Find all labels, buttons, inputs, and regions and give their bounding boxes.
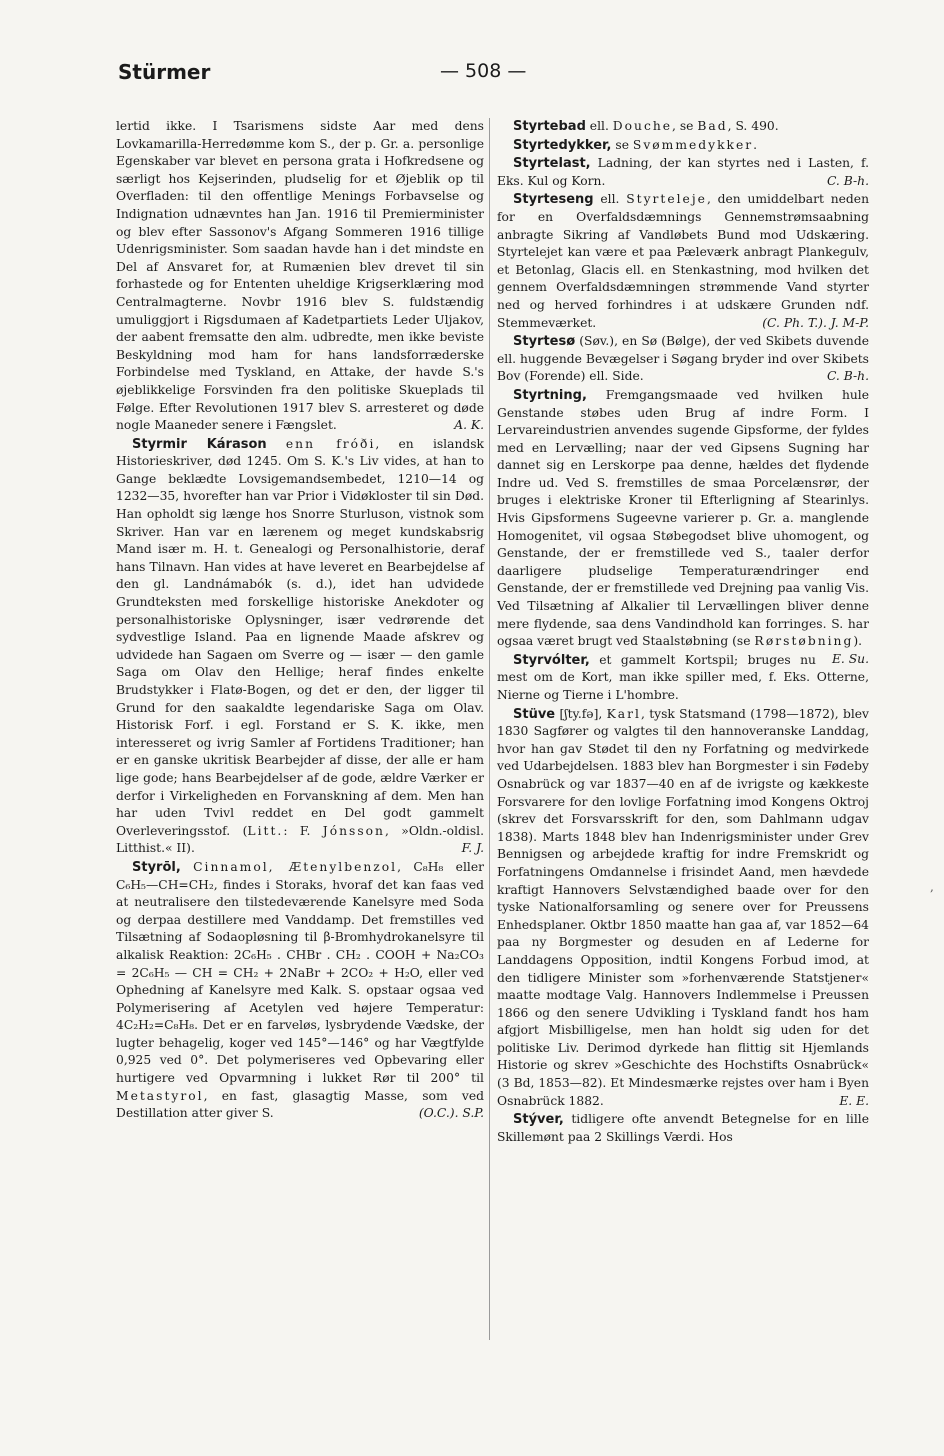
entry-text: ell. <box>593 192 627 207</box>
headword: Styrtelast, <box>513 156 591 172</box>
entry-styrtelast <box>497 155 869 190</box>
headword: Styrvólter, <box>513 652 590 668</box>
column-divider <box>489 118 490 1340</box>
entry-text: , C₈H₈ eller C₆H₅—CH=CH₂, findes i Storaks, hvoraf det kan faas ved at neutralisere den tilstedeværende Kanelsyre med Soda og derpaa destillere med Vanddamp. Det fremstilles ved Tilsætning af Sodaopløsning til β-Bromhydrokanelsyre til alkalisk Reaktion: 2C₆H₅ . CHBr . CH₂ . COOH + Na₂CO₃ = 2C₆H₅ — CH = CH₂ + 2NaBr + 2CO₂ + H₂O, eller ved Ophedning af Kanelsyre med Kalk. S. opstaar ogsaa ved Polymerisering af Acetylen ved højere Temperatur: 4C₂H₂=C₈H₈. Det er en farveløs, lysbrydende Vædske, der lugter behagelig, koger ved 145°—146° og har Vægtfylde 0,925 ved 0°. Det polymeriseres ved Opbevaring eller hurtigere ved Opvarmning i lukket Rør til 200° til <box>116 859 484 1086</box>
entry-text: lertid ikke. I Tsarismens sidste Aar med dens Lovkamarilla-Herredømme kom S., der p. Gr. a. personlige Egenskaber var blevet en persona grata i Hofkredsene og særligt hos Kejserinden, pludselig for et Øjeblik op til Overfladen: til den offentlige Menings Forbavselse og Indignation udnævntes han Jan. 1916 til Premierminister og blev efter Sassonov's Afgang Sommeren 1916 tillige Udenrigsminister. Som saadan havde han i det mindste en Del af Ansvaret for, at Rumænien blev drevet til sin forhastede og for Ententen uheldige Krigserklæring mod Centralmagterne. Novbr 1916 blev S. fuldstændig umuliggjort i Rigsdumaen af Kadetpartiets Leder Uljakov, der aabent fremsatte den alm. udbredte, men ikke beviste Beskyldning mod ham for hans landsforræderske Forbindelse med Tyskland, en Attake, der havde S.'s øjeblikkelige Forsvinden fra den politiske Skueplads til Følge. Efter Revolutionen 1917 blev S. arresteret og døde nogle Maaneder senere i Fængslet. <box>116 119 484 433</box>
page-number: — 508 — <box>440 60 527 82</box>
entry-text: , en fast, glasagtig Masse, som ved Destillation atter giver S. <box>116 1088 484 1121</box>
entry-text: , se <box>672 119 698 133</box>
spaced-term: Metastyrol <box>116 1088 204 1103</box>
author-signature: (C. Ph. T.). J. M-P. <box>762 315 869 330</box>
entry-text: ). <box>853 634 863 649</box>
entry-text: , en islandsk Historieskriver, død 1245. Om S. K.'s Liv vides, at han to Gange beklædte Lovsigemandsembedet, 1210—14 og 1232—35, hvorefter han var Prior i Vidøkloster til sin Død. Han opholdt sig længe hos Snorre Sturluson, vistnok som Skriver. Han var en lærenem og meget kundskabsrig Mand især m. H. t. Genealogi og Personalhistorie, deraf hans Tilnavn. Han vides at have leveret en Bearbejdelse af den gl. Landnámabók (s. d.), idet han udvidede Grundteksten med forskellige historiske Anekdoter og personalhistoriske Oplysninger, især vedrørende det sydvestlige Island. Paa en lignende Maade afskrev og udvidede han Sagaen om Sverre og — især — den gamle Saga om Olav den Hellige; heraf findes enkelte Brudstykker i Flatø-Bogen, og det er den, der ligger til Grund for den saakaldte legendariske Saga om Olav. Historisk Forf. i egl. Forstand er S. K. ikke, men interesseret og ivrig Samler af Fortidens Traditioner; han er en ganske ukritisk Bearbejder af disse, der alle er ham lige gode; hans Bearbejdelser af de gode, ældre Værker er derfor i Virkeligheden en Forvanskning af dem. Men han har uden Tvivl reddet en Del godt gammelt Overleveringsstof. ( <box>116 436 485 838</box>
author-signature: C. B-h. <box>826 369 869 384</box>
entry-stuve <box>497 706 869 1111</box>
entry-styrol <box>116 859 484 1123</box>
cross-reference: Douche <box>612 119 673 133</box>
entry-styrmir-karason <box>116 436 484 858</box>
entry-text: . <box>753 137 758 152</box>
entry-styrteso <box>497 333 869 386</box>
entry-text: , »Oldn.-oldisl. Litthist.« II). <box>116 823 484 856</box>
entry-text: tidligere ofte anvendt Betegnelse for en lille Skillemønt paa 2 Skillings Værdi. Hos <box>497 1112 869 1144</box>
entry-sturmer-continued <box>116 118 484 435</box>
litt-label: Litt. <box>247 823 284 838</box>
entry-styrteseng <box>497 191 869 332</box>
entry-text: et gammelt Kortspil; bruges nu mest om de Kort, man ikke spiller med, f. Eks. Otterne, Nierne og Tierne i L'hombre. <box>497 652 869 702</box>
entry-styrtedykker <box>497 137 869 155</box>
author-signature: E. E. <box>839 1093 869 1108</box>
cross-reference: Rørstøbning <box>754 634 854 649</box>
entry-text: ell. <box>585 119 613 133</box>
entry-styrvolter <box>497 652 869 705</box>
entry-styrtebad <box>497 118 869 136</box>
headword: Styrōl, <box>132 859 181 875</box>
running-head: Stürmer <box>118 60 211 84</box>
entry-text: Fremgangsmaade ved hvilken hule Genstande støbes uden Brug af indre Form. I Lervareindustrien anvendes sugende Gipsforme, der fyldes med en Lervælling; naar der ved Gipsens Sugning har dannet sig en Lerskorpe paa denne, hældes det flydende Indre ud. Ved S. fremstilles de smaa Porcelænsrør, der bruges i elektriske Kroner til Efterligning af Stearinlys. Hvis Gipsformens Sugeevne varierer p. Gr. a. manglende Homogenitet, vil ogsaa Støbegodset blive uhomogent, og Genstande, der er fremstillede ved S., taaler derfor daarligere pludselige Temperaturændringer end Genstande, der er fremstillede ved Drejning paa vanlig Vis. Ved Tilsætning af Alkalier til Lervællingen bliver denne mere flydende, saa dens Vandindhold kan forringes. S. har ogsaa været brugt ved Staalstøbning (se <box>497 387 869 649</box>
entry-text: , S. 490. <box>727 119 779 133</box>
spaced-synonyms: Cinnamol, Ætenylbenzol <box>193 859 398 874</box>
headword: Styrmir Kárason <box>132 436 267 452</box>
entry-text: se <box>611 137 633 152</box>
author-signature: F. J. <box>461 841 484 856</box>
cross-reference: Svømmedykker <box>632 137 754 152</box>
author-signature: E. Su. <box>831 651 869 666</box>
spaced-name: Karl <box>606 706 641 721</box>
entry-text: Ladning, der kan styrtes ned i Lasten, f. Eks. Kul og Korn. <box>497 156 869 188</box>
spaced-name: enn fróði <box>285 436 376 451</box>
page-header <box>118 58 884 94</box>
cited-author: Jónsson <box>322 823 385 838</box>
headword: Styrtning, <box>513 387 587 403</box>
headword: Styrtebad <box>513 119 586 134</box>
headword: Stýver, <box>513 1112 564 1128</box>
author-signature: C. B-h. <box>826 173 869 188</box>
headword: Styrteseng <box>513 192 594 208</box>
spaced-term: Styrteleje <box>626 192 707 207</box>
entry-text: : F. <box>283 823 323 838</box>
cross-reference: Bad <box>697 119 728 133</box>
right-column <box>497 118 869 1147</box>
headword: Styrtesø <box>513 334 576 350</box>
entry-text: , den umiddelbart neden for en Overfaldsdæmnings Gennemstrømsaabning anbragte Sikring af Vandløbets Bund mod Udskæring. Styrtelejet kan være et paa Pæleværk anbragt Plankegulv, et Betonlag, Glacis ell. en Stenkastning, mod hvilken det gennem Overfaldsdæmningen strømmende Vand styrter ned og herved forhindres i at udskære Grunden ndf. Stemmeværket. <box>497 192 869 330</box>
entry-text: (Søv.), en Sø (Bølge), der ved Skibets duvende ell. huggende Bevægelser i Søgang bryder ind over Skibets Bov (Forende) ell. Side. <box>497 334 869 384</box>
headword: Styrtedykker, <box>513 137 612 153</box>
left-column <box>116 118 484 1124</box>
entry-text: , tysk Statsmand (1798—1872), blev 1830 Sagfører og valgtes til den hannoveranske Landdag, hvor han gav Stødet til den ny Forfatning og medvirkede ved Udarbejdelsen. 1883 blev han Borgmester i sin Fødeby Osnabrück og var 1837—40 en af de ivrigste og kækkeste Forsvarere for den lovlige Forfatning imod Kongens Oktroj (skrev det Forsvarsskrift for den, som Dahlmann udgav 1838). Marts 1848 blev han Indenrigsminister under Grev Bennigsen og arbejdede kraftig for indre Fremskridt og Forfatningens Omdannelse i frisindet Aand, men hævdede kraftigt Hannovers Selvstændighed baade over for den tyske Nationalforsamling og senere over for Preussens Enhedsplaner. Oktbr 1850 maatte han gaa af, var 1852—64 paa ny Borgmester og desuden en af Lederne for Landdagens Opposition, indtil Kongens Forbud imod, at den tidligere Minister som »forhenværende Statstjener« maatte modtage Valg. Hannovers Indlemmelse i Preussen 1866 og den senere Udvikling i Tyskland fandt hos ham afgjort Misbilligelse, men han holdt sig uden for det politiske Liv. Derimod dyrkede han flittig sit Hjemlands Historie og skrev »Geschichte des Hochstifts Osnabrück« (3 Bd, 1853—82). Et Mindesmærke rejstes over ham i Byen Osnabrück 1882. <box>497 706 869 1108</box>
entry-styver <box>497 1111 869 1146</box>
headword: Stüve <box>513 706 556 722</box>
pronunciation: [ʃty.fə], <box>555 706 607 721</box>
margin-mark: , <box>930 880 934 894</box>
author-signature: A. K. <box>454 418 484 433</box>
author-signature: (O.C.). S.P. <box>418 1106 484 1121</box>
